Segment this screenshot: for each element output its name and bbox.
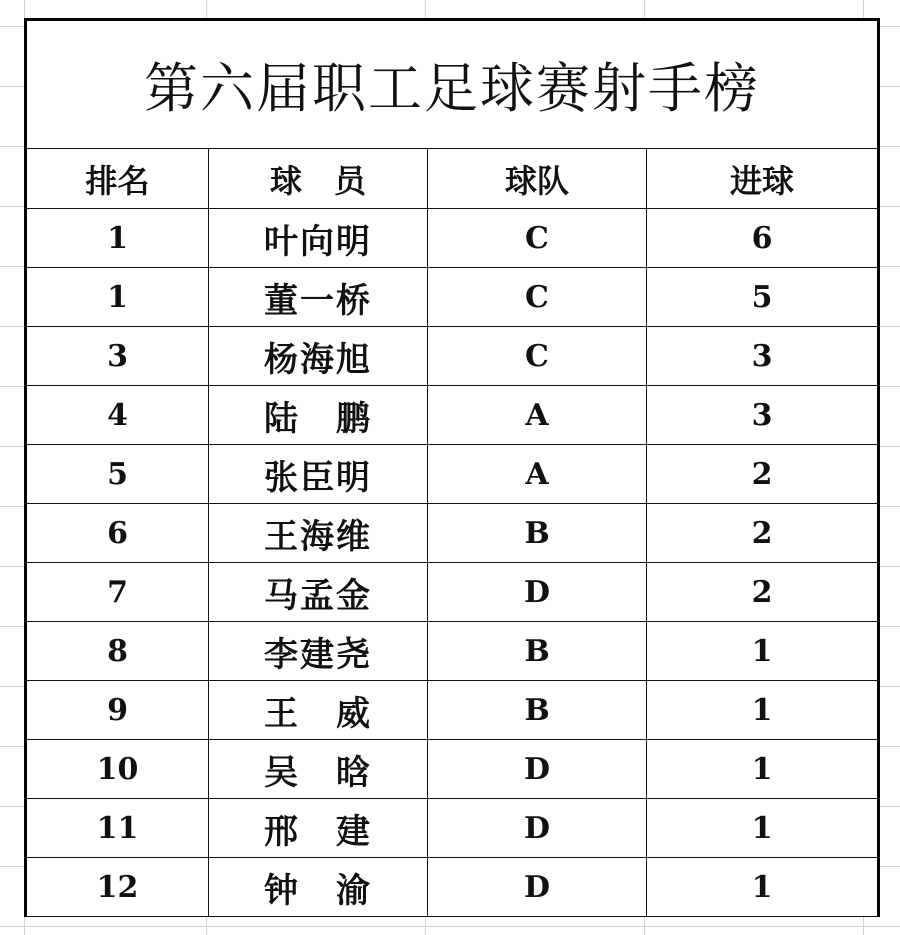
header-goals-cell[interactable]: 进球	[647, 149, 879, 209]
goals-cell[interactable]: 6	[647, 209, 879, 268]
rank-cell[interactable]: 6	[26, 504, 209, 563]
team-cell[interactable]: C	[428, 327, 647, 386]
team-cell[interactable]: B	[428, 622, 647, 681]
table-row	[26, 740, 879, 799]
goals-cell[interactable]: 5	[647, 268, 879, 327]
goals-cell[interactable]: 1	[647, 622, 879, 681]
rank-cell[interactable]: 5	[26, 445, 209, 504]
goals-cell[interactable]: 2	[647, 563, 879, 622]
player-cell[interactable]: 叶向明	[209, 209, 428, 268]
player-cell[interactable]: 钟 渝	[209, 858, 428, 917]
team-cell[interactable]: B	[428, 681, 647, 740]
table-row	[26, 622, 879, 681]
table-row	[26, 327, 879, 386]
goals-cell[interactable]: 3	[647, 327, 879, 386]
rank-cell[interactable]: 8	[26, 622, 209, 681]
team-cell[interactable]: B	[428, 504, 647, 563]
team-cell[interactable]: C	[428, 209, 647, 268]
team-cell[interactable]: A	[428, 386, 647, 445]
table-row	[26, 504, 879, 563]
sheet-title-cell[interactable]: 第六届职工足球赛射手榜	[26, 20, 879, 149]
goals-cell[interactable]: 1	[647, 740, 879, 799]
player-cell[interactable]: 王海维	[209, 504, 428, 563]
team-cell[interactable]: C	[428, 268, 647, 327]
scorers-table-body	[26, 209, 879, 917]
player-cell[interactable]: 吴 晗	[209, 740, 428, 799]
table-row	[26, 209, 879, 268]
table-row	[26, 563, 879, 622]
table-row	[26, 386, 879, 445]
goals-cell[interactable]: 1	[647, 858, 879, 917]
player-cell[interactable]: 李建尧	[209, 622, 428, 681]
table-row	[26, 799, 879, 858]
rank-cell[interactable]: 1	[26, 268, 209, 327]
table-row	[26, 445, 879, 504]
header-team-cell[interactable]: 球队	[428, 149, 647, 209]
scorers-table-container	[24, 18, 877, 917]
team-cell[interactable]: D	[428, 740, 647, 799]
table-row	[26, 858, 879, 917]
rank-cell[interactable]: 7	[26, 563, 209, 622]
goals-cell[interactable]: 1	[647, 799, 879, 858]
rank-cell[interactable]: 11	[26, 799, 209, 858]
team-cell[interactable]: D	[428, 858, 647, 917]
player-cell[interactable]: 张臣明	[209, 445, 428, 504]
player-cell[interactable]: 杨海旭	[209, 327, 428, 386]
team-cell[interactable]: D	[428, 563, 647, 622]
scorers-table	[24, 18, 880, 917]
goals-cell[interactable]: 1	[647, 681, 879, 740]
rank-cell[interactable]: 10	[26, 740, 209, 799]
player-cell[interactable]: 陆 鹏	[209, 386, 428, 445]
header-row	[26, 149, 879, 209]
team-cell[interactable]: D	[428, 799, 647, 858]
header-player-cell[interactable]: 球 员	[209, 149, 428, 209]
player-cell[interactable]: 邢 建	[209, 799, 428, 858]
rank-cell[interactable]: 1	[26, 209, 209, 268]
goals-cell[interactable]: 3	[647, 386, 879, 445]
rank-cell[interactable]: 12	[26, 858, 209, 917]
rank-cell[interactable]: 9	[26, 681, 209, 740]
header-rank-cell[interactable]: 排名	[26, 149, 209, 209]
table-row	[26, 268, 879, 327]
player-cell[interactable]: 董一桥	[209, 268, 428, 327]
goals-cell[interactable]: 2	[647, 504, 879, 563]
player-cell[interactable]: 马孟金	[209, 563, 428, 622]
table-row	[26, 681, 879, 740]
goals-cell[interactable]: 2	[647, 445, 879, 504]
team-cell[interactable]: A	[428, 445, 647, 504]
rank-cell[interactable]: 3	[26, 327, 209, 386]
player-cell[interactable]: 王 威	[209, 681, 428, 740]
rank-cell[interactable]: 4	[26, 386, 209, 445]
title-row	[26, 20, 879, 149]
